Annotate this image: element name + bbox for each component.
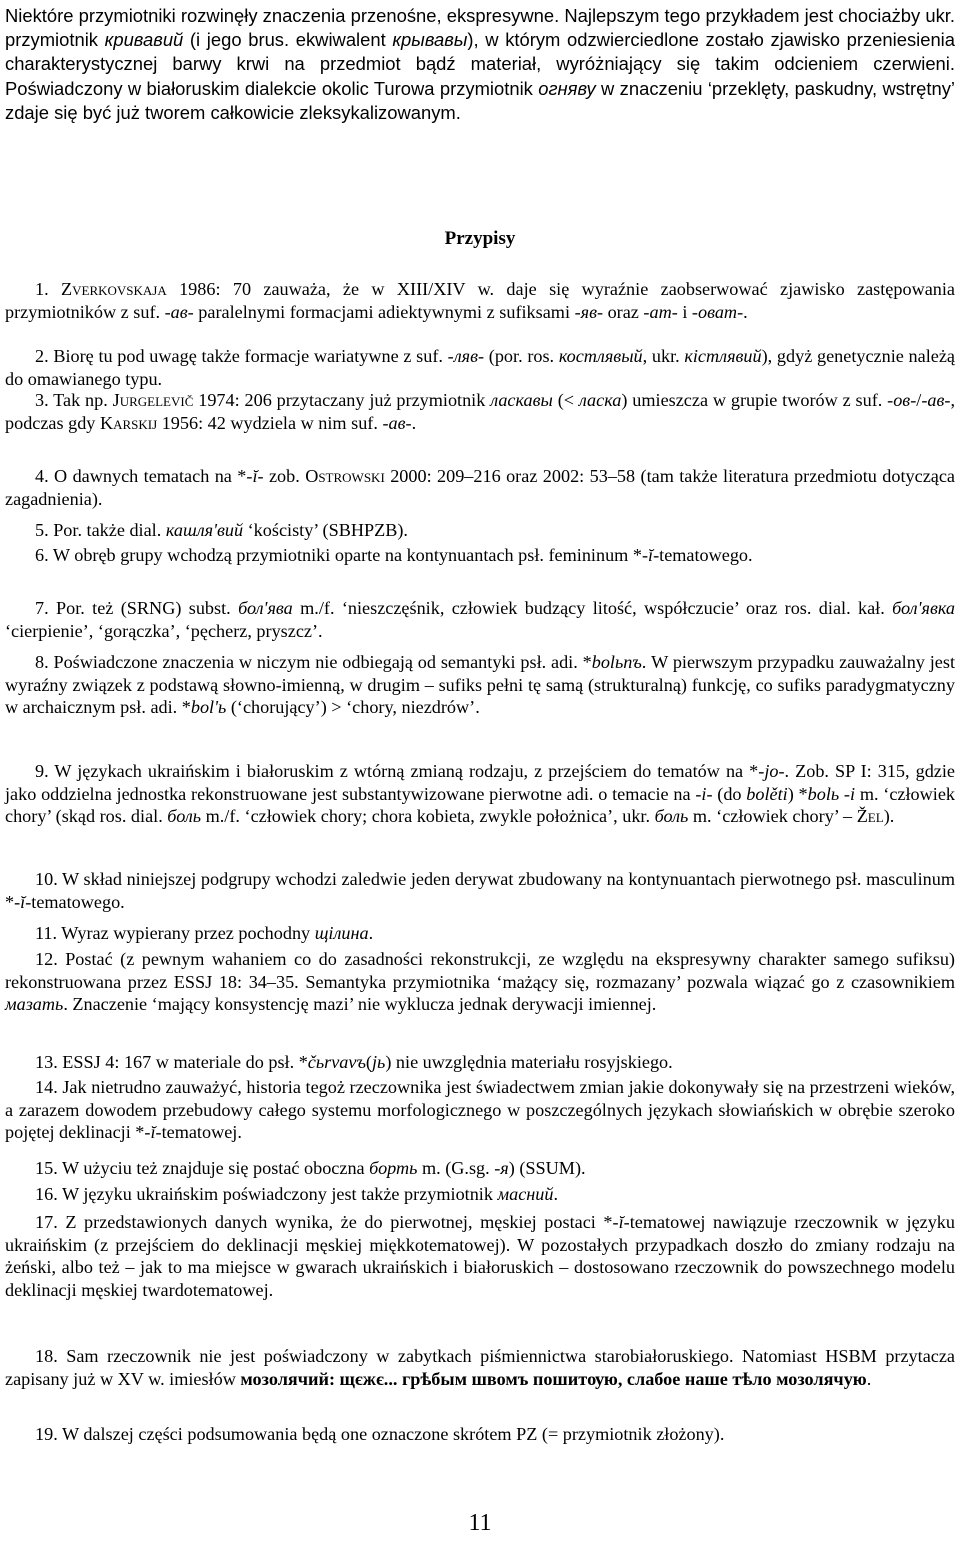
- cyrillic-term: крывавы: [392, 29, 468, 51]
- old-cyrillic-quote: мозолячий: щєжє... грѣбым швомъ пошитѹю, слабое наше тѣло мозолячую: [240, 1368, 867, 1389]
- page-number: 11: [468, 1510, 492, 1536]
- author-name: Jurgelevič: [112, 390, 194, 410]
- footnote-14: 14. Jak nietrudno zauważyć, historia tegoż rzeczownika jest świadectwem zmian jakie dokonywały się na przestrzeni wieków, a zarazem dowodem przebudowy całego systemu morfologicznego w poszczególnych językach słowiańskich w obrębie szeroko pojętej deklinacji *-ĭ-tematowej.: [5, 1077, 955, 1142]
- footnote-8: 8. Poświadczone znaczenia w niczym nie odbiegają od semantyki psł. adi. *bolьnъ. W pierwszym przypadku zauważalny jest wyraźny związek z podstawą słowno-imienną, w drugim – sufiks pełni tę samą (strukturalną) funkcję, co sufiks paradygmatyczny w archaicznym psł. adi. *bol'ь (‘chorujący’) > ‘chory, niezdrów’.: [5, 652, 955, 717]
- footnote-6: 6. W obręb grupy wchodzą przymiotniki oparte na kontynuantach psł. femininum *-ĭ-tematowego.: [35, 545, 753, 565]
- footnote-18: 18. Sam rzeczownik nie jest poświadczony w zabytkach piśmiennictwa starobiałoruskiego. Natomiast HSBM przytacza zapisany już w XV w. imiesłów мозолячий: щєжє... грѣбым швомъ пошитѹю, слабое наше тѣло мозолячую.: [5, 1346, 955, 1389]
- footnote-17: 17. Z przedstawionych danych wynika, że do pierwotnej, męskiej postaci *-ĭ-tematowej nawiązuje rzeczownik w języku ukraińskim (z przejściem do deklinacji męskiej miękkotematowej). W pozostałych przypadkach doszło do zmiany rodzaju na żeński, albo też – jak to ma miejsce w gwarach ukraińskich i białoruskich – dostosowano rzeczownik do powszechnego modelu deklinacji męskiej twardotematowej.: [5, 1212, 955, 1300]
- footnote-11: 11. Wyraz wypierany przez pochodny щілина.: [35, 923, 374, 943]
- section-heading: Przypisy: [444, 228, 516, 249]
- author-name: Zverkovskaja: [61, 279, 167, 299]
- footnote-16: 16. W języku ukraińskim poświadczony jest także przymiotnik масний.: [35, 1184, 559, 1204]
- footnote-9: 9. W językach ukraińskim i białoruskim z wtórną zmianą rodzaju, z przejściem do tematów na *-jo-. Zob. SP I: 315, gdzie jako oddzielna jednostka rekonstruowane jest substantywizowane pierwotne adi. o temacie na -i- (do bolěti) *bolь -i m. ‘człowiek chory’ (skąd ros. dial. боль m./f. ‘człowiek chory; chora kobieta, zwykle położnica’, ukr. боль m. ‘człowiek chory’ – Žel).: [5, 761, 955, 826]
- footnote-13: 13. ESSJ 4: 167 w materiale do psł. *čьrvavъ(jь) nie uwzględnia materiału rosyjskiego.: [35, 1052, 673, 1072]
- footnote-3: 3. Tak np. Jurgelevič 1974: 206 przytaczany już przymiotnik ласкавы (< ласка) umieszcza w grupie tworów z suf. -ов-/-ав-, podczas gdy Karskij 1956: 42 wydziela w nim suf. -ав-.: [5, 390, 955, 433]
- intro-text: ), w którym odzwierciedlone zostało zjawisko przeniesienia charakterystycznej barwy krwi na przedmiot bądź materiał, wyróżniający się takim odcieniem czerwieni. Poświadczony w białoruskim dialekcie okolic Turowa przymiotnik: [5, 29, 955, 99]
- footnote-10: 10. W skład niniejszej podgrupy wchodzi zaledwie jeden derywat zbudowany na kontynuantach pierwotnego psł. masculinum *-ĭ-tematowego.: [5, 869, 955, 912]
- author-name: Ostrowski: [305, 466, 385, 486]
- footnote-15: 15. W użyciu też znajduje się postać oboczna борть m. (G.sg. -я) (SSUM).: [35, 1158, 586, 1178]
- intro-text: Niektóre przymiotniki rozwinęły znaczenia przenośne, ekspresywne. Najlepszym tego przykładem jest chociażby ukr. przymiotnik: [5, 5, 955, 51]
- author-name: Karskij: [99, 412, 158, 433]
- footnote-1: 1. Zverkovskaja 1986: 70 zauważa, że w XIII/XIV w. daje się wyraźnie zaobserwować zjawisko zastępowania przymiotników z suf. -ав- paralelnymi formacjami adiektywnymi z sufiksami -яв- oraz -ат- i -оват-.: [5, 279, 955, 322]
- footnote-7: 7. Por. też (SRNG) subst. бол'ява m./f. ‘nieszczęśnik, człowiek budzący litość, współczucie’ oraz ros. dial. kał. бол'явка ‘cierpienie’, ‘gorączka’, ‘pęcherz, pryszcz’.: [5, 598, 955, 641]
- source-abbrev: Žel: [856, 806, 884, 826]
- footnote-12: 12. Postać (z pewnym wahaniem co do zasadności rekonstrukcji, ze względu na ekspresywny charakter samego sufiksu) rekonstruowana przez ESSJ 18: 34–35. Semantyka przymiotnika ‘mażący się, rozmazany’ pozwala wiązać go z czasownikiem мазать. Znaczenie ‘mający konsystencję mazi’ nie wyklucza jednak derywacji imiennej.: [5, 949, 955, 1014]
- cyrillic-term: огняву: [538, 77, 596, 99]
- footnote-5: 5. Por. także dial. кашля'вий ‘kościsty’ (SBHPZB).: [35, 520, 408, 540]
- footnote-4: 4. O dawnych tematach na *-ĭ- zob. Ostrowski 2000: 209–216 oraz 2002: 53–58 (tam także literatura przedmiotu dotycząca zagadnienia).: [5, 466, 955, 509]
- intro-text: w znaczeniu ‘przeklęty, paskudny, wstrętny’ zdaje się być już tworem całkowicie zleksykalizowanym.: [5, 77, 955, 123]
- footnote-2: 2. Biorę tu pod uwagę także formacje wariatywne z suf. -ляв- (por. ros. костлявый, ukr. кістлявий), gdyż genetycznie należą do omawianego typu.: [5, 346, 955, 389]
- intro-text: (i jego brus. ekwiwalent: [183, 29, 393, 51]
- intro-paragraph: [5, 4, 955, 125]
- cyrillic-term: кривавий: [104, 29, 184, 51]
- footnote-19: 19. W dalszej części podsumowania będą one oznaczone skrótem PZ (= przymiotnik złożony).: [35, 1424, 725, 1444]
